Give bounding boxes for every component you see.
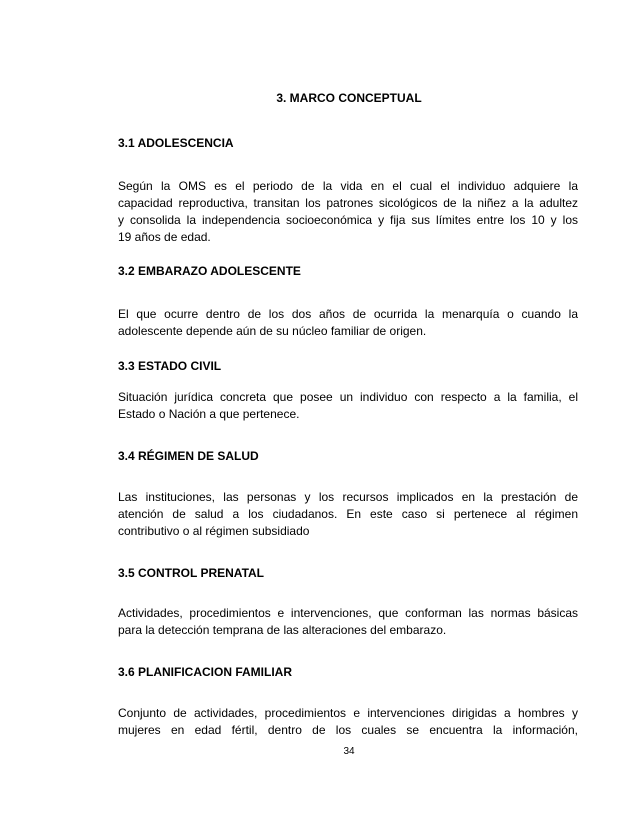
paragraph-line: capacidad reproductiva, transitan los patrones sicológicos de la niñez a la adultez (118, 196, 578, 210)
paragraph-line: Las instituciones, las personas y los recursos implicados en la prestación de (118, 490, 578, 504)
section-paragraph-embarazo-adolescente (118, 306, 578, 340)
section-heading-control-prenatal: 3.5 CONTROL PRENATAL (118, 566, 265, 580)
section-paragraph-adolescencia (118, 178, 578, 246)
paragraph-line: y consolida la independencia socioeconómica y fija sus límites entre los 10 y los (118, 213, 578, 227)
section-heading-planificacion-familiar: 3.6 PLANIFICACION FAMILIAR (118, 665, 293, 679)
page-number (0, 745, 638, 758)
paragraph-line: Actividades, procedimientos e intervenciones, que conforman las normas básicas (118, 606, 578, 620)
paragraph-line: adolescente depende aún de su núcleo familiar de origen. (118, 324, 427, 338)
paragraph-line: Situación jurídica concreta que posee un individuo con respecto a la familia, el (118, 390, 578, 404)
page-title (0, 90, 638, 106)
paragraph-line: 19 años de edad. (118, 230, 211, 244)
section-paragraph-regimen-de-salud (118, 489, 578, 540)
paragraph-line: contributivo o al régimen subsidiado (118, 524, 310, 538)
section-heading-embarazo-adolescente: 3.2 EMBARAZO ADOLESCENTE (118, 264, 301, 278)
paragraph-line: para la detección temprana de las alteraciones del embarazo. (118, 623, 447, 637)
section-heading-adolescencia: 3.1 ADOLESCENCIA (118, 136, 234, 150)
section-heading-regimen-de-salud: 3.4 RÉGIMEN DE SALUD (118, 449, 259, 463)
section-paragraph-planificacion-familiar (118, 705, 578, 739)
paragraph-line: Según la OMS es el periodo de la vida en el cual el individuo adquiere la (118, 179, 578, 193)
paragraph-line: Conjunto de actividades, procedimientos e intervenciones dirigidas a hombres y (118, 706, 578, 720)
section-paragraph-control-prenatal (118, 605, 578, 639)
page-number-text: 34 (343, 746, 355, 757)
paragraph-line: mujeres en edad fértil, dentro de los cuales se encuentra la información, (118, 723, 578, 737)
paragraph-line: El que ocurre dentro de los dos años de ocurrida la menarquía o cuando la (118, 307, 578, 321)
page-title-text: 3. MARCO CONCEPTUAL (276, 91, 422, 105)
paragraph-line: atención de salud a los ciudadanos. En este caso si pertenece al régimen (118, 507, 578, 521)
paragraph-line: Estado o Nación a que pertenece. (118, 407, 300, 421)
section-paragraph-estado-civil (118, 389, 578, 423)
section-heading-estado-civil: 3.3 ESTADO CIVIL (118, 359, 222, 373)
